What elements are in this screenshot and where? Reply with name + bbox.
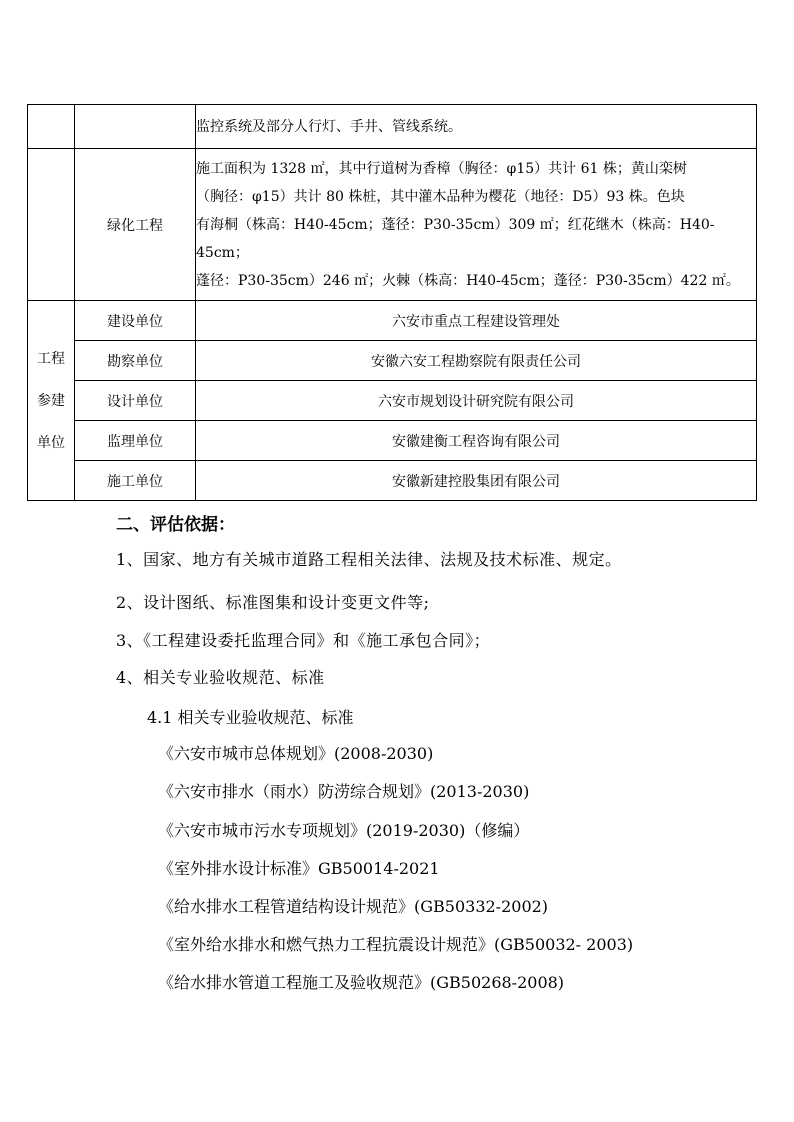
table-row (28, 341, 757, 381)
unit-name: 六安市规划设计研究院有限公司 (196, 381, 757, 421)
table-cell-text: 监控系统及部分人行灯、手井、管线系统。 (196, 105, 757, 149)
table-cell (28, 149, 75, 301)
greening-line: 蓬径：P30-35cm）246 ㎡；火棘（株高：H40-45cm；蓬径：P30-35cm）422 ㎡。 (196, 272, 740, 289)
standard-item: 《室外给水排水和燃气热力工程抗震设计规范》(GB50032- 2003) (158, 935, 634, 954)
table-cell (75, 105, 196, 149)
standard-item: 《六安市排水（雨水）防涝综合规划》(2013-2030) (158, 782, 530, 801)
basis-item: 3、《工程建设委托监理合同》和《施工承包合同》； (116, 631, 491, 650)
table-row (28, 301, 757, 341)
greening-line: （胸径：φ15）共计 80 株桩，其中灌木品种为樱花（地径：D5）93 株。色块 (196, 188, 685, 205)
table-row (28, 381, 757, 421)
unit-name: 六安市重点工程建设管理处 (196, 301, 757, 341)
greening-description (196, 149, 757, 301)
table-cell (28, 105, 75, 149)
standard-item: 《给水排水管道工程施工及验收规范》(GB50268-2008) (158, 973, 565, 992)
table-row (28, 461, 757, 501)
standard-item: 《六安市城市总体规划》(2008-2030) (158, 744, 434, 763)
basis-item: 2、设计图纸、标准图集和设计变更文件等; (116, 593, 430, 612)
basis-item: 1、国家、地方有关城市道路工程相关法律、法规及技术标准、规定。 (116, 550, 622, 569)
sub-heading: 4.1 相关专业验收规范、标准 (147, 708, 354, 727)
group-label-part: 单位 (37, 434, 65, 451)
group-label-part: 工程 (37, 350, 65, 367)
greening-label: 绿化工程 (75, 149, 196, 301)
unit-role: 施工单位 (75, 461, 196, 501)
table-row (28, 421, 757, 461)
table-row (28, 105, 757, 149)
unit-role: 建设单位 (75, 301, 196, 341)
participant-group-label (28, 301, 75, 501)
standard-item: 《六安市城市污水专项规划》(2019-2030)（修编） (158, 821, 530, 840)
greening-line: 施工面积为 1328 ㎡，其中行道树为香樟（胸径：φ15）共计 61 株；黄山栾树 (196, 160, 687, 177)
standard-item: 《室外排水设计标准》GB50014-2021 (158, 859, 440, 878)
standard-item: 《给水排水工程管道结构设计规范》(GB50332-2002) (158, 897, 549, 916)
section-heading: 二、评估依据： (116, 515, 235, 535)
basis-item: 4、相关专业验收规范、标准 (116, 668, 325, 687)
table-row (28, 149, 757, 301)
unit-name: 安徽新建控股集团有限公司 (196, 461, 757, 501)
unit-role: 设计单位 (75, 381, 196, 421)
unit-name: 安徽建衡工程咨询有限公司 (196, 421, 757, 461)
unit-role: 监理单位 (75, 421, 196, 461)
project-info-table (27, 104, 757, 501)
greening-line: 有海桐（株高：H40-45cm；蓬径：P30-35cm）309 ㎡；红花继木（株高：H40-45cm； (196, 216, 715, 261)
unit-role: 勘察单位 (75, 341, 196, 381)
unit-name: 安徽六安工程勘察院有限责任公司 (196, 341, 757, 381)
group-label-part: 参建 (37, 392, 65, 409)
